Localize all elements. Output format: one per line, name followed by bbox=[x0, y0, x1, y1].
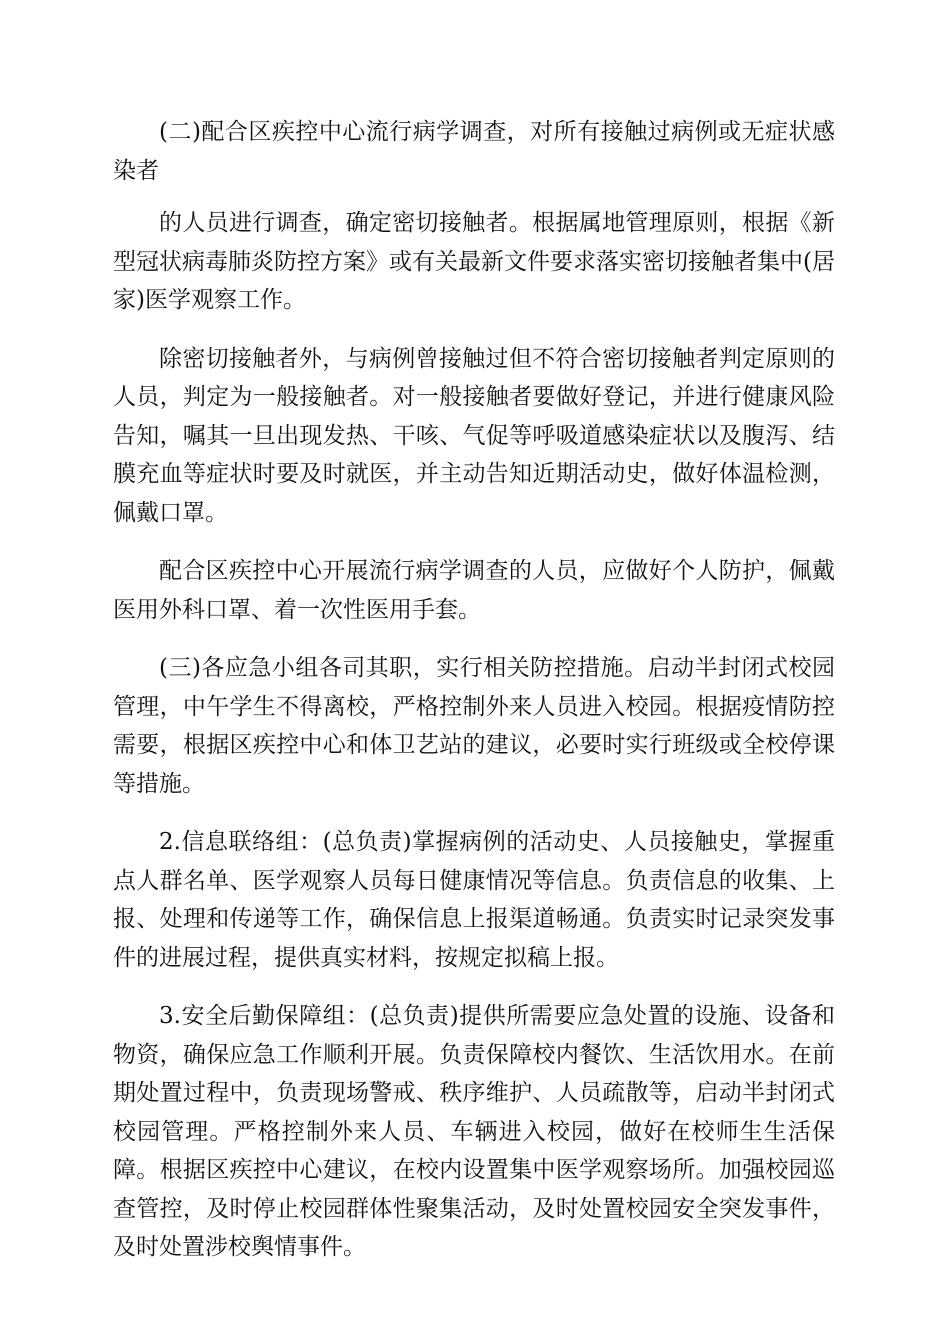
paragraph-contact-investigation-1: (二)配合区疾控中心流行病学调查，对所有接触过病例或无症状感染者 bbox=[113, 119, 835, 184]
paragraph-personal-protection: 配合区疾控中心开展流行病学调查的人员，应做好个人防护，佩戴医用外科口罩、着一次性医用手套。 bbox=[113, 558, 835, 623]
paragraph-contact-investigation-2: 的人员进行调查，确定密切接触者。根据属地管理原则，根据《新型冠状病毒肺炎防控方案》或有关最新文件要求落实密切接触者集中(居家)医学观察工作。 bbox=[113, 210, 835, 313]
paragraph-logistics-group: 3.安全后勤保障组：(总负责)提供所需要应急处置的设施、设备和物资，确保应急工作顺利开展。负责保障校内餐饮、生活饮用水。在前期处置过程中，负责现场警戒、秩序维护、人员疏散等，启动半封闭式校园管理。严格控制外来人员、车辆进入校园，做好在校师生生活保障。根据区疾控中心建议，在校内设置集中医学观察场所。加强校园巡查管控，及时停止校园群体性聚集活动，及时处置校园安全突发事件，及时处置涉校舆情事件。 bbox=[113, 1003, 835, 1260]
paragraph-emergency-groups: (三)各应急小组各司其职，实行相关防控措施。启动半封闭式校园管理，中午学生不得离校，严格控制外来人员进入校园。根据疫情防控需要，根据区疾控中心和体卫艺站的建议，必要时实行班级或全校停课等措施。 bbox=[113, 655, 835, 797]
paragraph-general-contacts: 除密切接触者外，与病例曾接触过但不符合密切接触者判定原则的人员，判定为一般接触者。对一般接触者要做好登记，并进行健康风险告知，嘱其一旦出现发热、干咳、气促等呼吸道感染症状以及腹泻、结膜充血等症状时要及时就医，并主动告知近期活动史，做好体温检测，佩戴口罩。 bbox=[113, 345, 835, 526]
document-body bbox=[113, 113, 835, 1287]
paragraph-information-group: 2.信息联络组：(总负责)掌握病例的活动史、人员接触史，掌握重点人群名单、医学观察人员每日健康情况等信息。负责信息的收集、上报、处理和传递等工作，确保信息上报渠道畅通。负责实时记录突发事件的进展过程，提供真实材料，按规定拟稿上报。 bbox=[113, 829, 835, 971]
